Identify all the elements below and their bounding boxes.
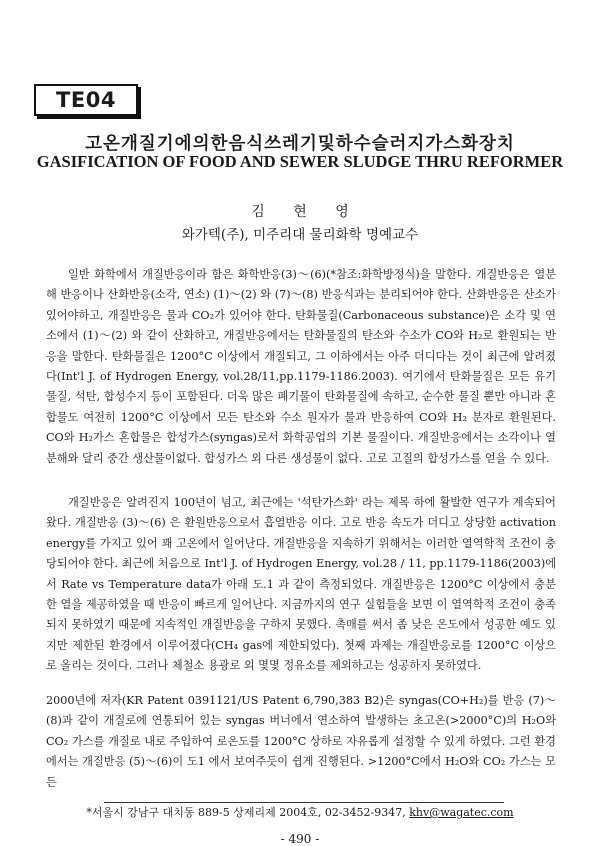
session-code-box (34, 84, 138, 116)
session-code: TE04 (56, 88, 116, 112)
body-paragraph-1 (46, 265, 556, 469)
title-korean: 고온개질기에의한음식쓰레기및하수슬러지가스화장치 (85, 134, 515, 154)
paragraph-text: 2000년에 저자(KR Patent 0391121/US Patent 6,790,383 B2)은 syngas(CO+H₂)를 반응 (7)～(8)과 같이 개질로에 연통되어 있는 syngas 버너에서 연소하여 발생하는 초고온(>2000°C)의 H₂O와 CO₂ 가스를 개질로 내로 주입하여 로온도를 1200°C 상하로 자유롭게 설정할 수 있게 하였다. 그런 환경에서는 개질반응 (5)～(6)이 도1 에서 보여주듯이 쉽게 진행된다. >1200°C에서 H₂O와 CO₂ 가스는 모든 (46, 694, 556, 789)
body-paragraph-2 (46, 493, 556, 677)
paragraph-text: 개질반응은 알려진지 100년이 넘고, 최근에는 '석탄가스화' 라는 제목 하에 활발한 연구가 계속되어왔다. 개질반응 (3)～(6) 은 환원반응으로서 흡열반응 이다. 고로 반응 속도가 더디고 상당한 activation energy를 가지고 있어 꽤 고온에서 일어난다. 개질반응을 지속하기 위해서는 이러한 열역학적 조건이 충당되어야 한다. 최근에 처음으로 Int'l J. of Hydrogen Energy, vol.28 / 11, pp.1179-1186(2003)에서 Rate vs Temperature data가 아래 도.1 과 같이 측정되었다. 개질반응은 1200°C 이상에서 충분한 열을 제공하였을 때 반응이 빠르게 일어난다. 지금까지의 연구 실험들을 보면 이 열역학적 조건이 충족되지 못하였기 때문에 지속적인 개질반응을 구하지 못했다. 촉매를 써서 좀 낮은 온도에서 성공한 예도 있지만 제한된 환경에서 이루어졌다(CH₄ gas에 제한되었다). 첫째 과제는 개질반응로를 1200°C 이상으로 올리는 것이다. 그러나 체철소 용광로 외 몇몇 정유소를 제외하고는 성공하지 못하였다. (46, 496, 556, 673)
author-name: 김 현 영 (251, 204, 361, 220)
footnote (0, 804, 600, 820)
footnote-email: khv@wagatec.com (409, 806, 514, 819)
title-english: GASIFICATION OF FOOD AND SEWER SLUDGE THRU REFORMER (36, 151, 564, 172)
author-affiliation: 와가텍(주), 미주리대 물리화학 명예교수 (181, 227, 419, 243)
footnote-text: *서울시 강남구 대치동 889-5 상제리제 2004호, 02-3452-9347, (86, 806, 410, 819)
body-paragraph-3 (46, 691, 556, 806)
page-number: - 490 - (280, 832, 320, 846)
paragraph-text: 일반 화학에서 개질반응이라 함은 화학반응(3)～(6)(*참조:화학방정식)을 말한다. 개질반응은 열분해 반응이나 산화반응(소각, 연소) (1)～(2) 와 (7)～(8) 반응식과는 분리되어야 한다. 산화반응은 산소가 있어야하고, 개질반응은 물과 CO₂가 있어야 한다. 탄화물질(Carbonaceous substance)은 소각 및 연소에서 (1)～(2) 와 같이 산화하고, 개질반응에서는 탄화물질의 탄소와 수소가 CO와 H₂로 환원되는 반응을 말한다. 탄화물질은 1200°C 이상에서 개질되고, 그 이하에서는 아주 더디다는 것이 최근에 알려졌다(Int'l J. of Hydrogen Energy, vol.28/11,pp.1179-1186.2003). 여기에서 탄화물질은 모든 유기물질, 석탄, 합성수지 등이 포함된다. 더욱 많은 폐기물이 탄화물질에 속하고, 순수한 물질 뿐만 아니라 혼합물도 여전히 1200°C 이상에서 모든 탄소와 수소 원자가 물과 반응하여 CO와 H₂ 분자로 환원된다. CO와 H₂가스 혼합물은 합성가스(syngas)로서 화학공업의 기본 물질이다. 개질반응에서는 소각이나 열분해와 달리 중간 생산물이없다. 합성가스 외 다른 생성물이 없다. 고로 고질의 합성가스를 얻을 수 있다. (46, 268, 556, 465)
